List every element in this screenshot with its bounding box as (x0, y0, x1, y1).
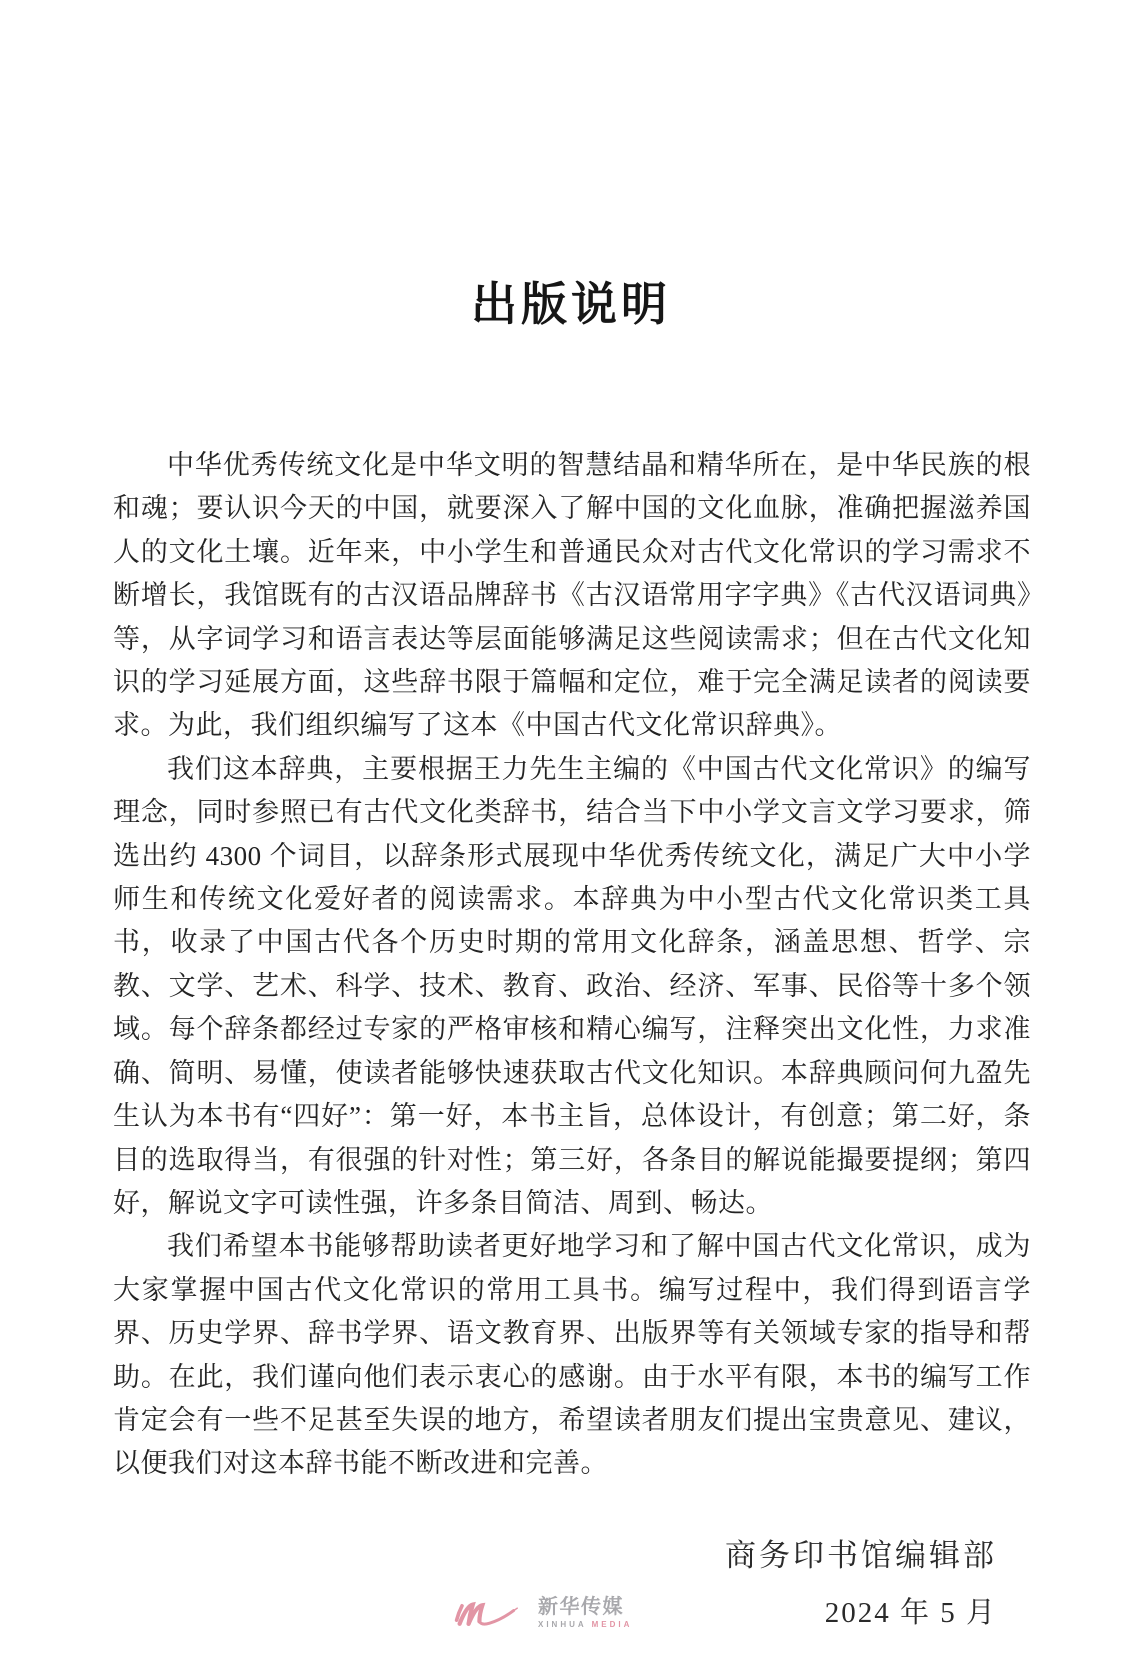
page-title: 出版说明 (471, 279, 671, 330)
paragraph-1: 中华优秀传统文化是中华文明的智慧结晶和精华所在，是中华民族的根和魂；要认识今天的中国，就要深入了解中国的文化血脉，准确把握滋养国人的文化土壤。近年来，中小学生和普通民众对古代文化常识的学习需求不断增长，我馆既有的古汉语品牌辞书《古汉语常用字字典》《古代汉语词典》等，从字词学习和语言表达等层面能够满足这些阅读需求；但在古代文化知识的学习延展方面，这些辞书限于篇幅和定位，难于完全满足读者的阅读要求。为此，我们组织编写了这本《中国古代文化常识辞典》。 (113, 450, 1031, 741)
paragraph-3: 我们希望本书能够帮助读者更好地学习和了解中国古代文化常识，成为大家掌握中国古代文化常识的常用工具书。编写过程中，我们得到语言学界、历史学界、辞书学界、语文教育界、出版界等有关领域专家的指导和帮助。在此，我们谨向他们表示衷心的感谢。由于水平有限，本书的编写工作肯定会有一些不足甚至失误的地方，希望读者朋友们提出宝贵意见、建议，以便我们对这本辞书能不断改进和完善。 (113, 1231, 1031, 1479)
paragraph-2: 我们这本辞典，主要根据王力先生主编的《中国古代文化常识》的编写理念，同时参照已有古代文化类辞书，结合当下中小学文言文学习要求，筛选出约 4300 个词目，以辞条形式展现中华优秀传统文化，满足广大中小学师生和传统文化爱好者的阅读需求。本辞典为中小型古代文化常识类工具书，收录了中国古代各个历史时期的常用文化辞条，涵盖思想、哲学、宗教、文学、艺术、科学、技术、教育、政治、经济、军事、民俗等十多个领域。每个辞条都经过专家的严格审核和精心编写，注释突出文化性，力求准确、简明、易懂，使读者能够快速获取古代文化知识。本辞典顾问何九盈先生认为本书有“四好”：第一好，本书主旨，总体设计，有创意；第二好，条目的选取得当，有很强的针对性；第三好，各条目的解说能撮要提纲；第四好，解说文字可读性强，许多条目简洁、周到、畅达。 (113, 753, 1031, 1218)
xinhua-media-logo-swoosh-icon (450, 1596, 522, 1630)
watermark-name-cn: 新华传媒 (538, 1596, 624, 1618)
signature-date: 2024 年 5 月 (824, 1597, 997, 1629)
watermark-text (538, 1597, 632, 1629)
xinhua-media-watermark (450, 1596, 632, 1630)
watermark-name-en (538, 1621, 632, 1629)
watermark-en-media: MEDIA (591, 1620, 633, 1629)
watermark-en-xinhua: XINHUA (538, 1620, 587, 1629)
signature-block (725, 1530, 997, 1631)
body-text (113, 444, 1031, 1486)
signature-organization: 商务印书馆编辑部 (725, 1538, 997, 1573)
